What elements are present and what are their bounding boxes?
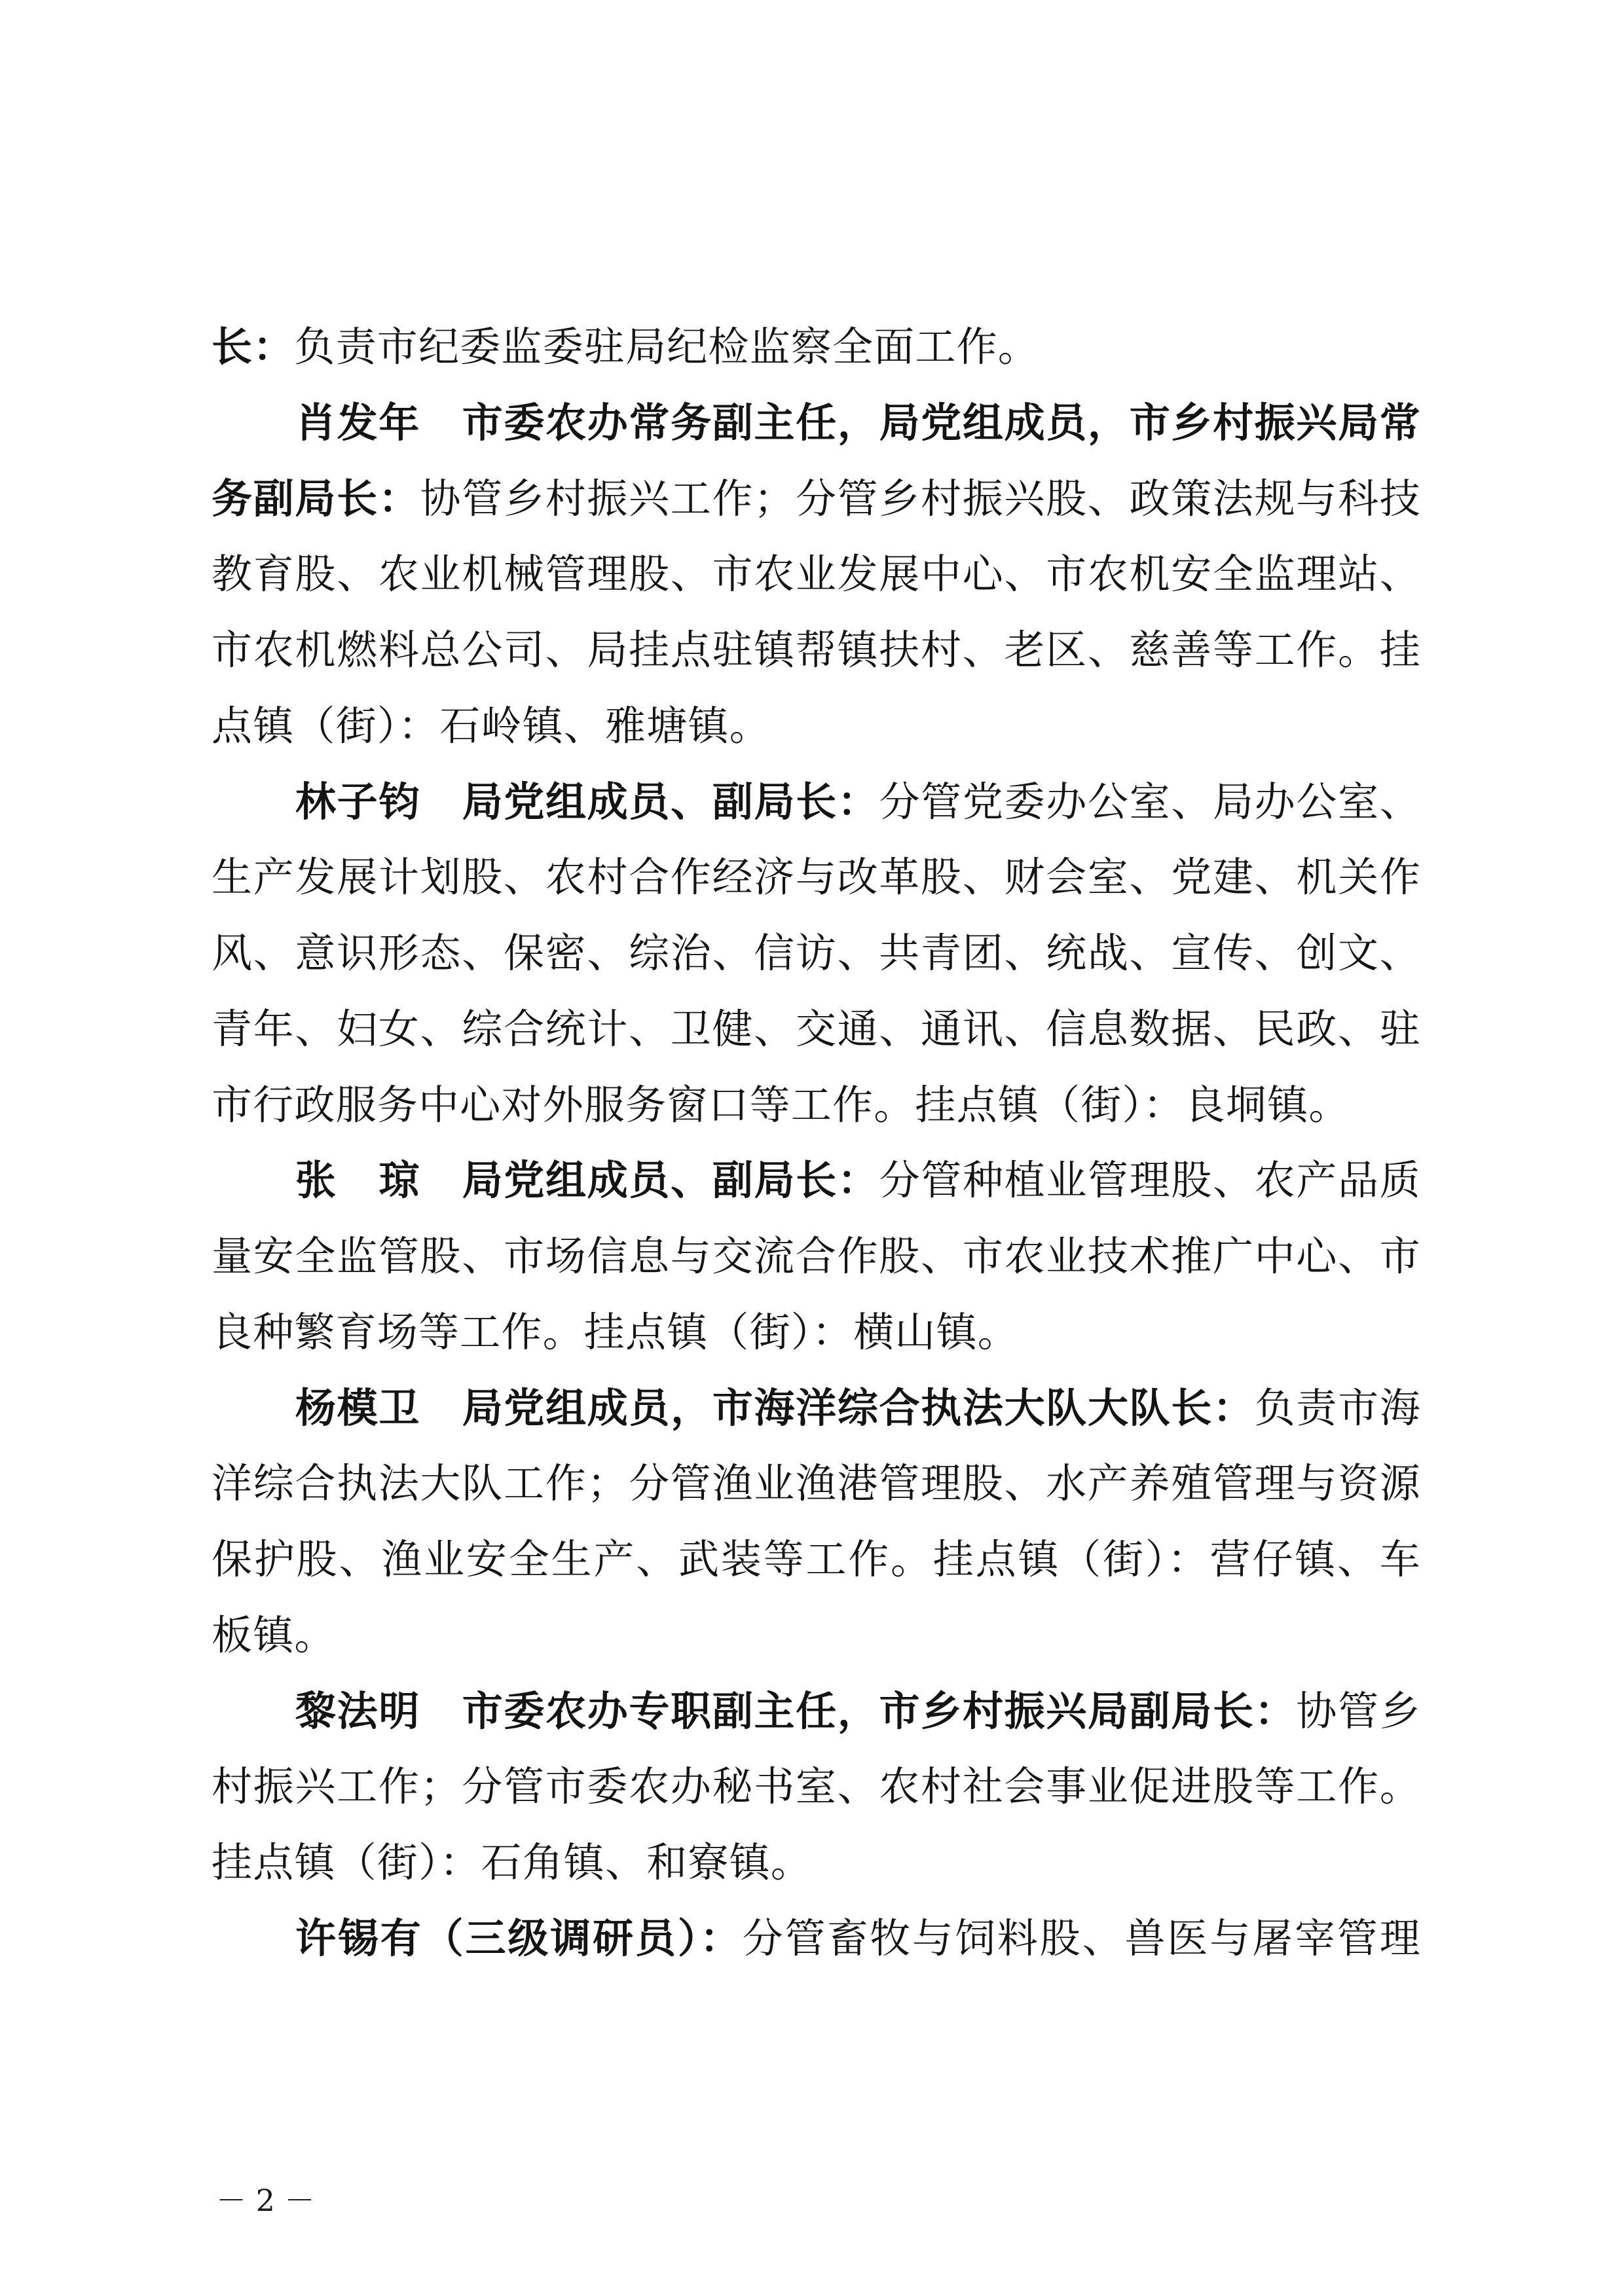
text-line — [212, 1825, 1421, 1901]
text-line — [212, 1142, 1421, 1218]
paragraph-xiao-fanian — [212, 385, 1421, 764]
text-line — [212, 1218, 1421, 1294]
paragraph-li-faming — [212, 1673, 1421, 1901]
paragraph-lin-zijun — [212, 764, 1421, 1143]
text-line — [212, 1294, 1421, 1370]
text-line — [212, 1522, 1421, 1597]
text-line — [212, 1749, 1421, 1825]
responsibility-text: 生产发展计划股、农村合作经济与改革股、财会室、党建、机关作 — [212, 853, 1421, 902]
official-title-bold: 长： — [212, 323, 295, 371]
responsibility-text: 洋综合执法大队工作；分管渔业渔港管理股、水产养殖管理与资源 — [212, 1459, 1421, 1508]
official-title-bold: 肖发年 市委农办常务副主任，局党组成员，市乡村振兴局常 — [295, 398, 1421, 446]
official-title-bold: 张 琼 局党组成员、副局长： — [295, 1156, 879, 1205]
text-line — [212, 461, 1421, 537]
responsibility-text: 教育股、农业机械管理股、市农业发展中心、市农机安全监理站、 — [212, 550, 1421, 598]
responsibility-text: 分管党委办公室、局办公室、 — [879, 777, 1421, 826]
responsibility-text: 村振兴工作；分管市委农办秘书室、农村社会事业促进股等工作。 — [212, 1762, 1421, 1811]
responsibility-text: 分管种植业管理股、农产品质 — [879, 1156, 1421, 1205]
page-number: － 2 － — [216, 2183, 315, 2218]
responsibility-text: 点镇（街）：石岭镇、雅塘镇。 — [212, 701, 771, 750]
responsibility-text: 量安全监管股、市场信息与交流合作股、市农业技术推广中心、市 — [212, 1232, 1421, 1280]
responsibility-text: 挂点镇（街）：石角镇、和寮镇。 — [212, 1838, 813, 1886]
document-body — [212, 309, 1421, 1977]
official-title-bold: 许锡有（三级调研员）： — [295, 1914, 743, 1962]
responsibility-text: 市行政服务中心对外服务窗口等工作。挂点镇（街）：良垌镇。 — [212, 1080, 1350, 1129]
responsibility-text: 保护股、渔业安全生产、武装等工作。挂点镇（街）：营仔镇、车 — [212, 1535, 1421, 1583]
text-line — [212, 688, 1421, 764]
text-line — [212, 1067, 1421, 1143]
text-line — [212, 764, 1421, 840]
text-line — [212, 612, 1421, 688]
responsibility-text: 板镇。 — [212, 1611, 336, 1659]
responsibility-text: 风、意识形态、保密、综治、信访、共青团、统战、宣传、创文、 — [212, 929, 1421, 977]
text-line — [212, 1901, 1421, 1977]
paragraph-zhang-qiong — [212, 1142, 1421, 1370]
responsibility-text: 协管乡村振兴工作；分管乡村振兴股、政策法规与科技 — [420, 474, 1421, 522]
text-line — [212, 1673, 1421, 1749]
paragraph-discipline-inspection-continued — [212, 309, 1421, 385]
text-line — [212, 839, 1421, 915]
responsibility-text: 青年、妇女、综合统计、卫健、交通、通讯、信息数据、民政、驻 — [212, 1004, 1421, 1053]
responsibility-text: 良种繁育场等工作。挂点镇（街）：横山镇。 — [212, 1307, 1020, 1356]
text-line — [212, 385, 1421, 461]
responsibility-text: 负责市海 — [1254, 1383, 1421, 1432]
text-line — [212, 915, 1421, 991]
text-line — [212, 1597, 1421, 1673]
responsibility-text: 分管畜牧与饲料股、兽医与屠宰管理 — [742, 1914, 1422, 1962]
official-title-bold: 林子钧 局党组成员、副局长： — [295, 777, 879, 826]
text-line — [212, 536, 1421, 612]
responsibility-text: 协管乡 — [1296, 1686, 1421, 1735]
responsibility-text: 负责市纪委监委驻局纪检监察全面工作。 — [294, 323, 1040, 371]
responsibility-text: 市农机燃料总公司、局挂点驻镇帮镇扶村、老区、慈善等工作。挂 — [212, 626, 1421, 674]
official-title-bold: 黎法明 市委农办专职副主任，市乡村振兴局副局长： — [295, 1686, 1297, 1735]
official-title-bold: 杨模卫 局党组成员，市海洋综合执法大队大队长： — [295, 1383, 1255, 1432]
paragraph-yang-mowei — [212, 1370, 1421, 1673]
text-line — [212, 991, 1421, 1067]
official-title-bold: 务副局长： — [212, 474, 420, 522]
text-line — [212, 309, 1421, 385]
text-line — [212, 1370, 1421, 1446]
text-line — [212, 1446, 1421, 1522]
paragraph-xu-xiyou — [212, 1901, 1421, 1977]
